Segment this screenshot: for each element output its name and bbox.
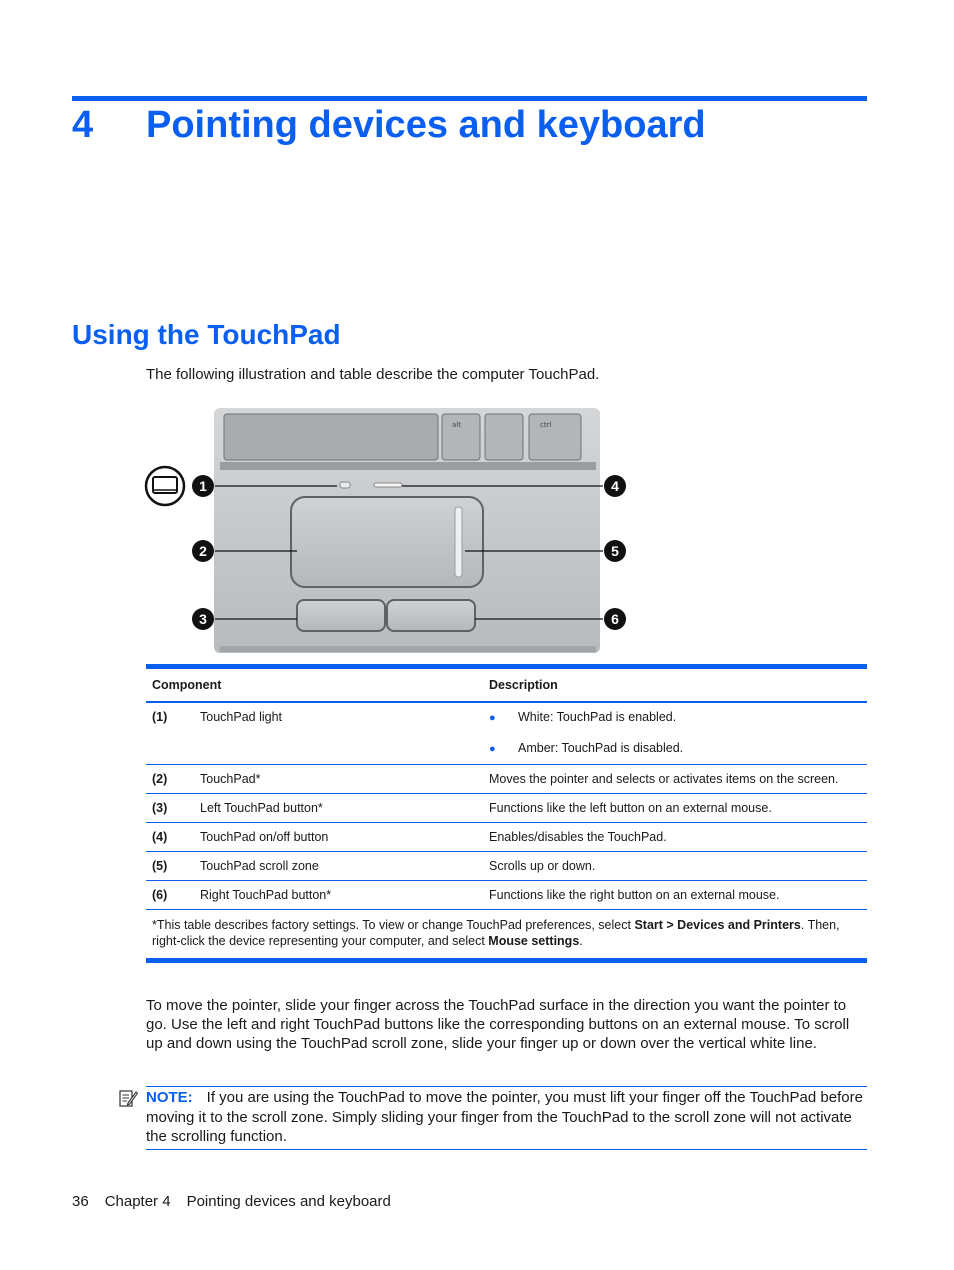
svg-text:6: 6 [611, 611, 619, 627]
touchpad [291, 497, 483, 587]
header-component: Component [146, 667, 483, 703]
svg-text:3: 3 [199, 611, 207, 627]
bullet-text: Amber: TouchPad is disabled. [518, 741, 684, 755]
row-description: Scrolls up or down. [483, 852, 867, 881]
svg-text:1: 1 [199, 478, 207, 494]
chapter-number: 4 [72, 104, 94, 146]
row-component: TouchPad light [194, 702, 483, 765]
row-description [483, 702, 867, 765]
row-description: Enables/disables the TouchPad. [483, 823, 867, 852]
intro-paragraph: The following illustration and table describe the computer TouchPad. [146, 366, 600, 383]
row-component: Right TouchPad button* [194, 881, 483, 910]
page-number: 36 [72, 1193, 89, 1210]
key-alt-label: alt [452, 421, 461, 429]
note-label: NOTE: [146, 1089, 193, 1106]
row-description: Functions like the left button on an external mouse. [483, 794, 867, 823]
footer-chapter-label: Chapter 4 [104, 1193, 171, 1210]
callout-2 [192, 540, 214, 562]
header-description: Description [483, 667, 867, 703]
table-header-row [146, 667, 867, 703]
chapter-rule [72, 96, 867, 101]
callout-5 [604, 540, 626, 562]
left-touchpad-button [297, 600, 385, 631]
callout-1 [192, 475, 214, 497]
table-row [146, 881, 867, 910]
bullet-icon: ● [489, 743, 496, 755]
note-box [146, 1086, 867, 1150]
row-number: (6) [146, 881, 194, 910]
note-text: If you are using the TouchPad to move the pointer, you must lift your finger off the TouchPad before moving it to the scroll zone. Simply sliding your finger from the TouchPad to the scroll zone will not activate the scrolling function. [146, 1089, 863, 1145]
key-alt [442, 414, 480, 460]
row-number: (2) [146, 765, 194, 794]
touchpad-icon [146, 467, 184, 505]
bullet-icon: ● [489, 712, 496, 724]
bullet-item [489, 710, 861, 726]
row-number: (1) [146, 702, 194, 765]
bullet-item [489, 741, 861, 757]
row-number: (5) [146, 852, 194, 881]
callout-6 [604, 608, 626, 630]
callout-3 [192, 608, 214, 630]
row-component: TouchPad* [194, 765, 483, 794]
table-row [146, 702, 867, 765]
table-row [146, 852, 867, 881]
touchpad-onoff-button [374, 483, 402, 487]
bullet-text: White: TouchPad is enabled. [518, 710, 677, 724]
component-table [146, 664, 867, 963]
row-component: TouchPad scroll zone [194, 852, 483, 881]
key-ctrl [529, 414, 581, 460]
body-paragraph: To move the pointer, slide your finger across the TouchPad surface in the direction you want the pointer to go. Use the left and right TouchPad buttons like the corresponding buttons on an external mouse. To scroll up and down using the TouchPad scroll zone, slide your finger up or down over the vertical white line. [146, 997, 850, 1053]
callout-4 [604, 475, 626, 497]
row-description: Functions like the right button on an external mouse. [483, 881, 867, 910]
keyboard-bezel [220, 462, 596, 470]
row-number: (3) [146, 794, 194, 823]
footer-chapter-title: Pointing devices and keyboard [186, 1193, 391, 1210]
section-title: Using the TouchPad [72, 319, 341, 350]
chapter-title: Pointing devices and keyboard [146, 104, 706, 146]
table-row [146, 765, 867, 794]
page-footer [72, 1193, 391, 1210]
row-component: TouchPad on/off button [194, 823, 483, 852]
row-component: Left TouchPad button* [194, 794, 483, 823]
palmrest-edge [220, 646, 596, 652]
key-ctrl-label: ctrl [540, 421, 552, 429]
table-footnote-row [146, 910, 867, 961]
key-menu [485, 414, 523, 460]
svg-text:5: 5 [611, 543, 619, 559]
svg-text:2: 2 [199, 543, 207, 559]
note-icon [118, 1088, 138, 1108]
touchpad-light [340, 482, 350, 488]
row-description: Moves the pointer and selects or activates items on the screen. [483, 765, 867, 794]
svg-text:4: 4 [611, 478, 619, 494]
table-row [146, 794, 867, 823]
table-footnote: *This table describes factory settings. To view or change TouchPad preferences, select Start > Devices and Printers. Then, right-click the device representing your computer, and select Mouse settings. [146, 910, 867, 961]
table-row [146, 823, 867, 852]
key-spacebar [224, 414, 438, 460]
touchpad-illustration [140, 400, 640, 658]
row-number: (4) [146, 823, 194, 852]
right-touchpad-button [387, 600, 475, 631]
touchpad-scroll-zone [455, 507, 462, 577]
